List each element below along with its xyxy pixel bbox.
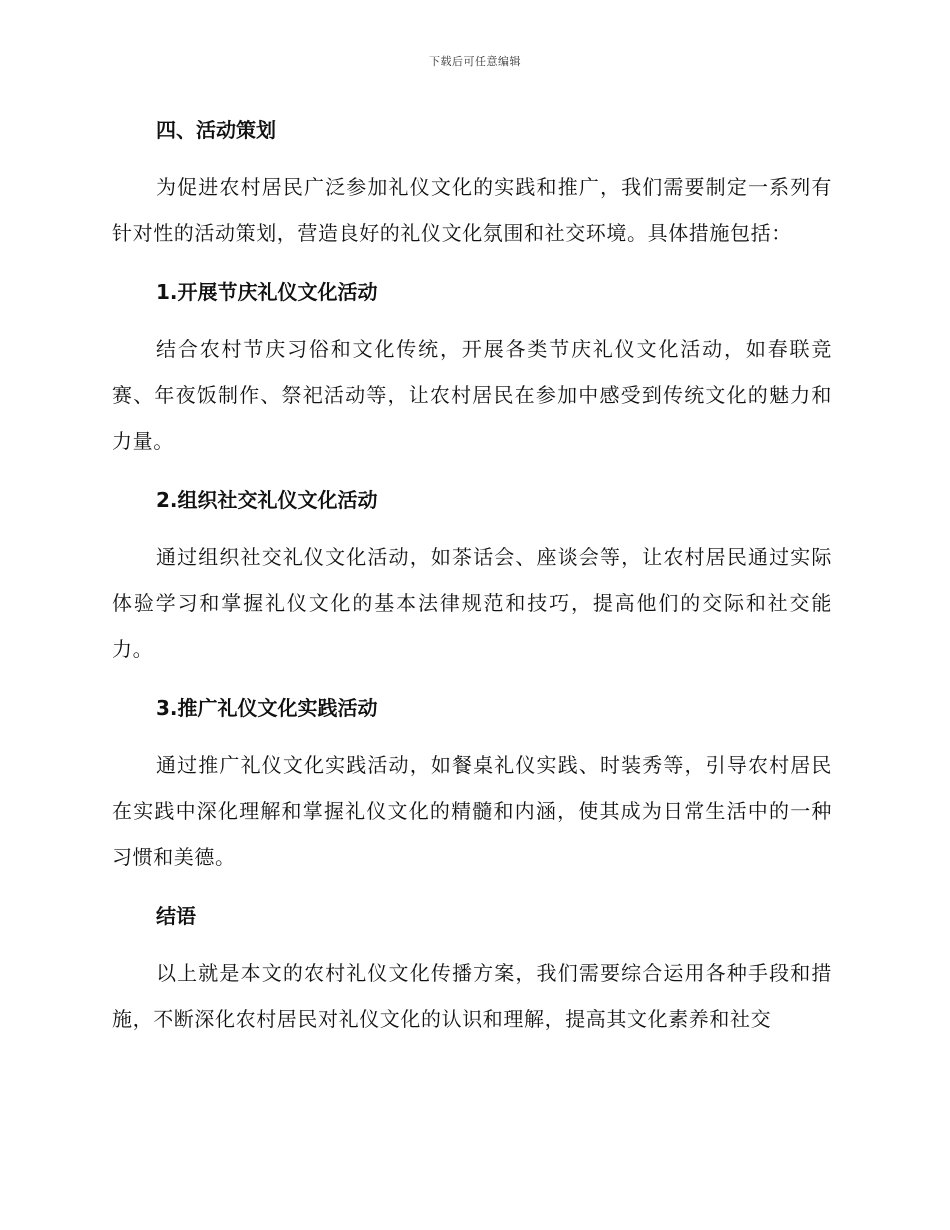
section-paragraph-conclusion: 以上就是本文的农村礼仪文化传播方案，我们需要综合运用各种手段和措施，不断深化农村居民对礼仪文化的认识和理解，提高其文化素养和社交: [112, 961, 832, 1031]
document-body: [112, 112, 832, 1042]
section-paragraph-social-activities: 通过组织社交礼仪文化活动，如茶话会、座谈会等，让农村居民通过实际体验学习和掌握礼仪文化的基本法律规范和技巧，提高他们的交际和社交能力。: [112, 545, 832, 661]
section-heading-festival-activities: 1.开展节庆礼仪文化活动: [156, 280, 378, 304]
section-heading-practice-activities: 3.推广礼仪文化实践活动: [156, 696, 378, 720]
section-heading-activity-planning: 四、活动策划: [156, 118, 276, 142]
section-heading-conclusion: 结语: [156, 904, 196, 928]
page-header-note: 下载后可任意编辑: [429, 55, 521, 68]
section-paragraph-practice-activities: 通过推广礼仪文化实践活动，如餐桌礼仪实践、时装秀等，引导农村居民在实践中深化理解和掌握礼仪文化的精髓和内涵，使其成为日常生活中的一种习惯和美德。: [112, 753, 832, 869]
section-paragraph-festival-activities: 结合农村节庆习俗和文化传统，开展各类节庆礼仪文化活动，如春联竞赛、年夜饭制作、祭祀活动等，让农村居民在参加中感受到传统文化的魅力和力量。: [112, 337, 832, 453]
section-paragraph-activity-planning: 为促进农村居民广泛参加礼仪文化的实践和推广，我们需要制定一系列有针对性的活动策划，营造良好的礼仪文化氛围和社交环境。具体措施包括：: [112, 175, 832, 245]
section-heading-social-activities: 2.组织社交礼仪文化活动: [156, 488, 378, 512]
